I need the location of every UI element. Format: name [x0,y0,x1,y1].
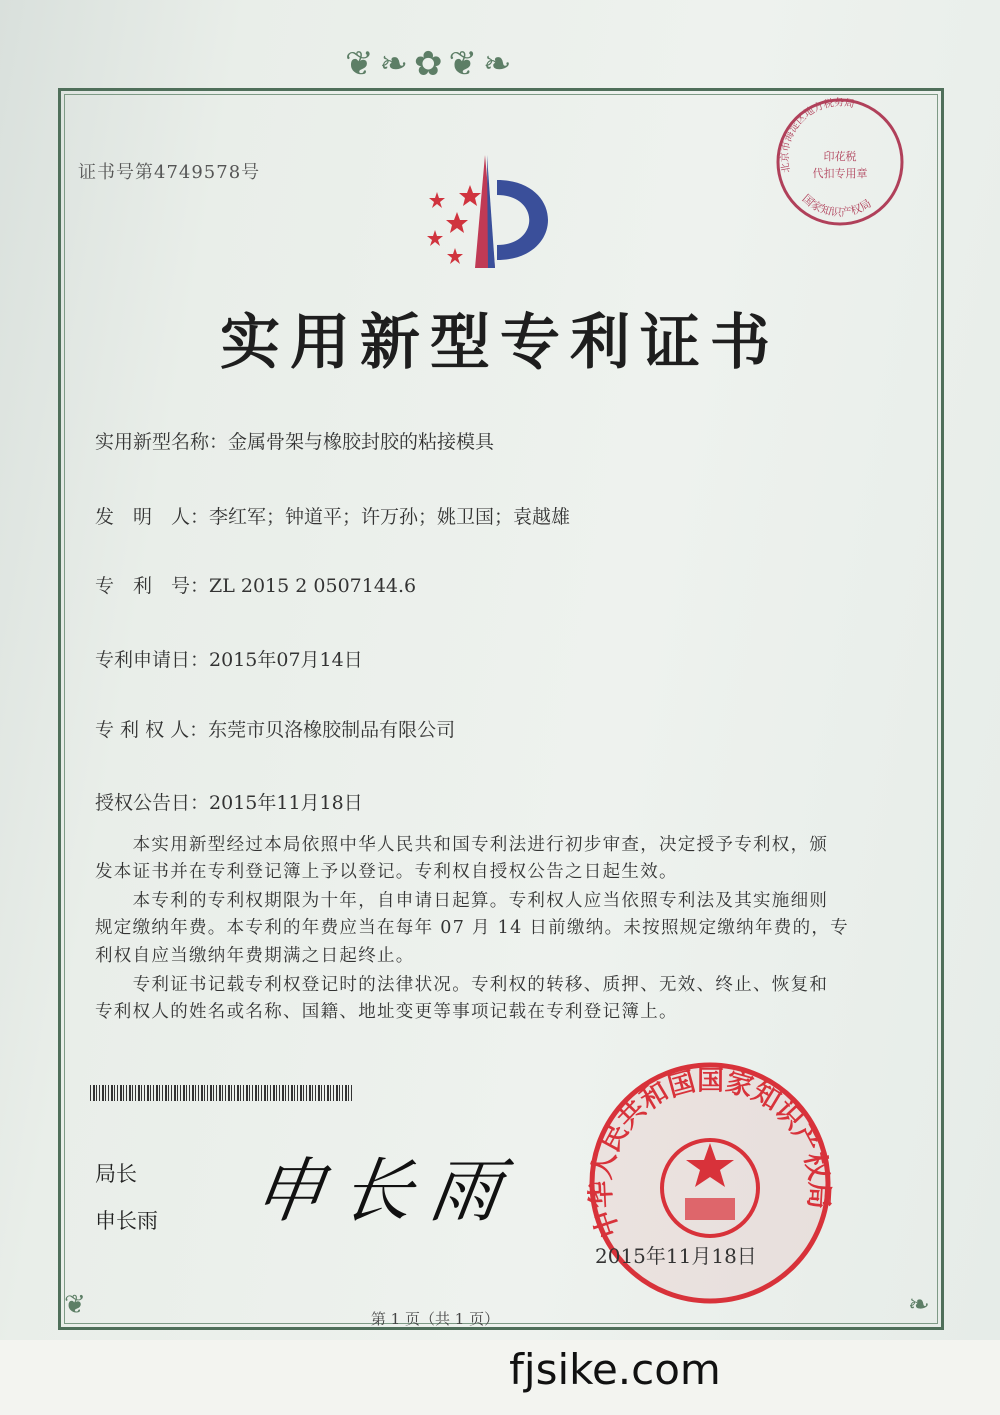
field-label: 专利申请日： [95,649,210,671]
seal-date: 2015年11月18日 [595,1244,757,1268]
corner-ornament-icon: ❦ [64,1290,86,1320]
barcode [90,1085,352,1101]
field-value: 东莞市贝洛橡胶制品有限公司 [208,719,456,741]
field-value: 2015年07月14日 [209,649,363,671]
handwritten-signature: 申长雨 [248,1150,524,1232]
body-line: 本专利的专利权期限为十年，自申请日起算。专利权人应当依照专利法及其实施细则 [95,891,829,911]
body-line: 发本证书并在专利登记簿上予以登记。专利权自授权公告之日起生效。 [95,862,678,882]
certificate-title: 实用新型专利证书 [220,308,780,378]
field-application-date [95,645,363,672]
site-watermark: fjsike.com [509,1345,721,1394]
field-inventors [95,502,570,529]
field-value: 2015年11月18日 [209,792,363,814]
patent-office-logo [415,150,575,275]
svg-text:代扣专用章: 代扣专用章 [812,167,868,180]
page-number: 第 1 页（共 1 页） [370,1310,500,1328]
signatory-title: 局长 [95,1162,137,1186]
corner-ornament-icon: ❧ [908,1290,930,1320]
body-line: 规定缴纳年费。本专利的年费应当在每年 07 月 14 日前缴纳。未按照规定缴纳年费的，专 [95,918,849,938]
field-patent-number [95,571,416,598]
top-ornament-icon: ❦❧✿❦❧ [345,44,518,84]
field-grant-date [95,788,363,815]
field-patentee [95,715,455,742]
svg-text:印花税: 印花税 [823,150,857,163]
field-label: 实用新型名称： [95,431,229,453]
body-line: 专利证书记载专利权登记时的法律状况。专利权的转移、质押、无效、终止、恢复和 [95,975,829,995]
field-label: 发 明 人： [95,506,210,528]
field-utility-model-name [95,427,494,454]
body-line: 专利权人的姓名或名称、国籍、地址变更等事项记载在专利登记簿上。 [95,1002,678,1022]
field-value: 李红军；钟道平；许万孙；姚卫国；袁越雄 [209,506,571,528]
field-label: 专 利 号： [95,575,210,597]
field-value: 金属骨架与橡胶封胶的粘接模具 [228,431,495,453]
tax-stamp [770,92,910,232]
svg-text:中华人民共和国国家知识产权局: 中华人民共和国国家知识产权局 [585,1065,835,1242]
body-line: 利权自应当缴纳年费期满之日起终止。 [95,946,415,966]
field-value: ZL 2015 2 0507144.6 [209,575,417,597]
body-line: 本实用新型经过本局依照中华人民共和国专利法进行初步审查，决定授予专利权，颁 [95,835,829,855]
svg-text:国家知识产权局: 国家知识产权局 [799,192,874,220]
svg-text:北京市海淀区地方税务局: 北京市海淀区地方税务局 [779,97,856,174]
signatory-name: 申长雨 [95,1209,158,1233]
field-label: 专 利 权 人： [95,719,209,741]
official-seal [580,1058,840,1318]
field-label: 授权公告日： [95,792,210,814]
certificate-number: 证书号第4749578号 [78,162,261,183]
